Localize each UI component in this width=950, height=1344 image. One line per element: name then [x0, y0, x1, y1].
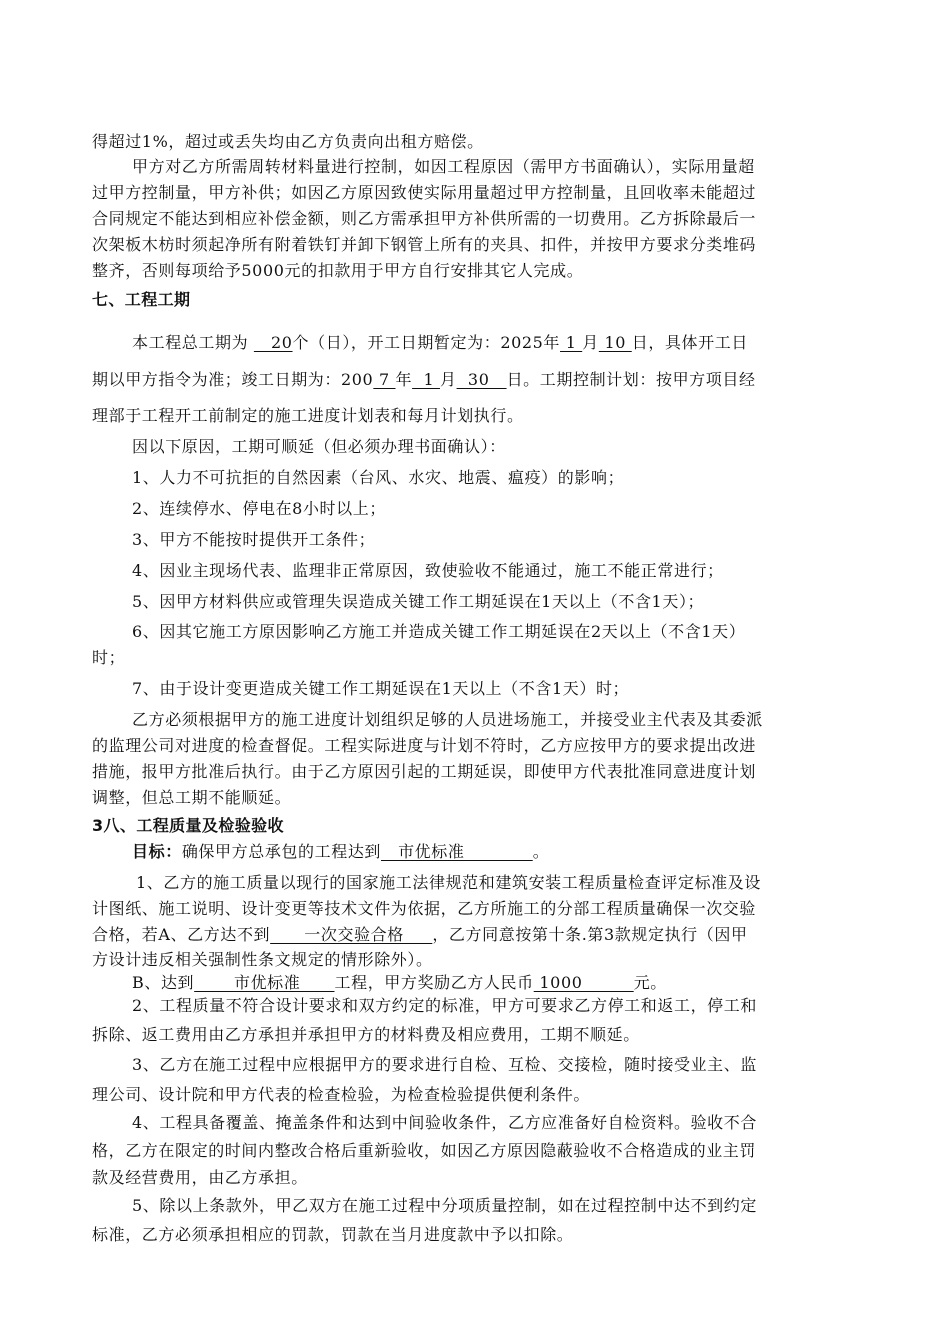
section-heading: 七、工程工期 [92, 290, 191, 309]
text-line: 得超过1%，超过或丢失均由乙方负责向出租方赔偿。 [92, 132, 484, 151]
text-span: B、达到 [132, 973, 195, 992]
text-span: 。 [532, 842, 550, 861]
text-line: 1、乙方的施工质量以现行的国家施工法律规范和建筑安装工程质量检查评定标准及设 [136, 873, 761, 892]
list-item: 2、连续停水、停电在8小时以上； [132, 499, 386, 518]
text-line: 5、除以上条款外，甲乙双方在施工过程中分项质量控制，如在过程控制中达不到约定 [132, 1196, 757, 1215]
text-line: 因以下原因，工期可顺延（但必须办理书面确认）： [132, 437, 506, 456]
text-line: 措施，报甲方批准后执行。由于乙方原因引起的工期延误，即使甲方代表批准同意进度计划 [92, 762, 757, 781]
list-item: 3、甲方不能按时提供开工条件； [132, 530, 376, 549]
text-line: 拆除、返工费用由乙方承担并承担甲方的材料费及相应费用，工期不顺延。 [92, 1025, 640, 1044]
finish-day-value: 30 [456, 370, 507, 389]
text-line: 调整，但总工期不能顺延。 [92, 788, 292, 807]
text-span: 本工程总工期为 [132, 333, 254, 352]
text-span: 个（日），开工日期暂定为：2025年 [292, 333, 561, 352]
text-line: 过甲方控制量，甲方补供；如因乙方原因致使实际用量超过甲方控制量，且回收率未能超过 [92, 183, 757, 202]
text-span: 日，具体开工日 [631, 333, 748, 352]
text-line: 理部于工程开工前制定的施工进度计划表和每月计划执行。 [92, 406, 524, 425]
text-line: 格，乙方在限定的时间内整改合格后重新验收，如因乙方原因隐蔽验收不合格造成的业主罚 [92, 1141, 757, 1160]
goal-label: 目标： [132, 842, 182, 861]
text-line: 计图纸、施工说明、设计变更等技术文件为依据，乙方所施工的分部工程质量确保一次交验 [92, 899, 757, 918]
goal-line [132, 842, 549, 862]
text-line: 整齐，否则每项给予5000元的扣款用于甲方自行安排其它人完成。 [92, 261, 584, 280]
text-span: 日。工期控制计划：按甲方项目经 [506, 370, 756, 389]
text-line: 理公司、设计院和甲方代表的检查检验，为检查检验提供便利条件。 [92, 1085, 591, 1104]
text-line: 4、工程具备覆盖、掩盖条件和达到中间验收条件，乙方应准备好自检资料。验收不合 [132, 1113, 757, 1132]
text-span: 期以甲方指令为准；竣工日期为：200 [92, 370, 374, 389]
text-line: 的监理公司对进度的检查督促。工程实际进度与计划不符时，乙方应按甲方的要求提出改进 [92, 736, 757, 755]
reward-line [132, 973, 667, 993]
total-days-value: 20 [253, 333, 293, 352]
list-item: 1、人力不可抗拒的自然因素（台风、水灾、地震、瘟疫）的影响； [132, 468, 625, 487]
list-item-cont: 时； [92, 648, 126, 667]
text-line: 合同规定不能达到相应补偿金额，则乙方需承担甲方补供所需的一切费用。乙方拆除最后一 [92, 209, 757, 228]
text-span: 年 [395, 370, 413, 389]
text-line: 3、乙方在施工过程中应根据甲方的要求进行自检、互检、交接检，随时接受业主、监 [132, 1055, 757, 1074]
start-month-value: 1 [560, 333, 583, 352]
text-span: 合格，若A、乙方达不到 [92, 925, 271, 944]
list-item: 5、因甲方材料供应或管理失误造成关键工作工期延误在1天以上（不含1天）； [132, 592, 705, 611]
text-line: 次架板木枋时须起净所有附着铁钉并卸下钢管上所有的夹具、扣件，并按甲方要求分类堆码 [92, 235, 757, 254]
start-day-value: 10 [598, 333, 632, 352]
text-span: 月 [439, 370, 457, 389]
reward-amount-value: 1000 [533, 973, 634, 992]
text-line: 方设计违反相关强制性条文规定的情形除外）。 [92, 950, 433, 969]
text-span: 工程，甲方奖励乙方人民币 [334, 973, 534, 992]
text-span: 确保甲方总承包的工程达到 [181, 842, 382, 861]
text-line: 标准，乙方必须承担相应的罚款，罚款在当月进度款中予以扣除。 [92, 1225, 574, 1244]
schedule-line-2 [92, 370, 756, 390]
list-item: 4、因业主现场代表、监理非正常原因，致使验收不能通过，施工不能正常进行； [132, 561, 724, 580]
qualify-value: 一次交验合格 [270, 925, 433, 944]
text-span: ，乙方同意按第十条.第3款规定执行（因甲 [432, 925, 748, 944]
text-span: 元。 [633, 973, 667, 992]
text-line: 甲方对乙方所需周转材料量进行控制，如因工程原因（需甲方书面确认），实际用量超 [132, 157, 755, 176]
text-line: 款及经营费用，由乙方承担。 [92, 1168, 308, 1187]
text-span: 月 [582, 333, 599, 352]
list-item: 7、由于设计变更造成关键工作工期延误在1天以上（不含1天）时； [132, 679, 630, 698]
text-line: 乙方必须根据甲方的施工进度计划组织足够的人员进场施工，并接受业主代表及其委派 [132, 710, 763, 729]
reward-standard-value: 市优标准 [194, 973, 335, 992]
text-line: 2、工程质量不符合设计要求和双方约定的标准，甲方可要求乙方停工和返工，停工和 [132, 996, 757, 1015]
goal-value: 市优标准 [381, 842, 533, 861]
finish-year-value: 7 [373, 370, 396, 389]
section-heading: 3八、工程质量及检验验收 [92, 816, 284, 835]
schedule-line-1 [132, 333, 748, 353]
qualify-line [92, 925, 748, 945]
list-item: 6、因其它施工方原因影响乙方施工并造成关键工作工期延误在2天以上（不含1天） [132, 622, 746, 641]
finish-month-value: 1 [412, 370, 440, 389]
